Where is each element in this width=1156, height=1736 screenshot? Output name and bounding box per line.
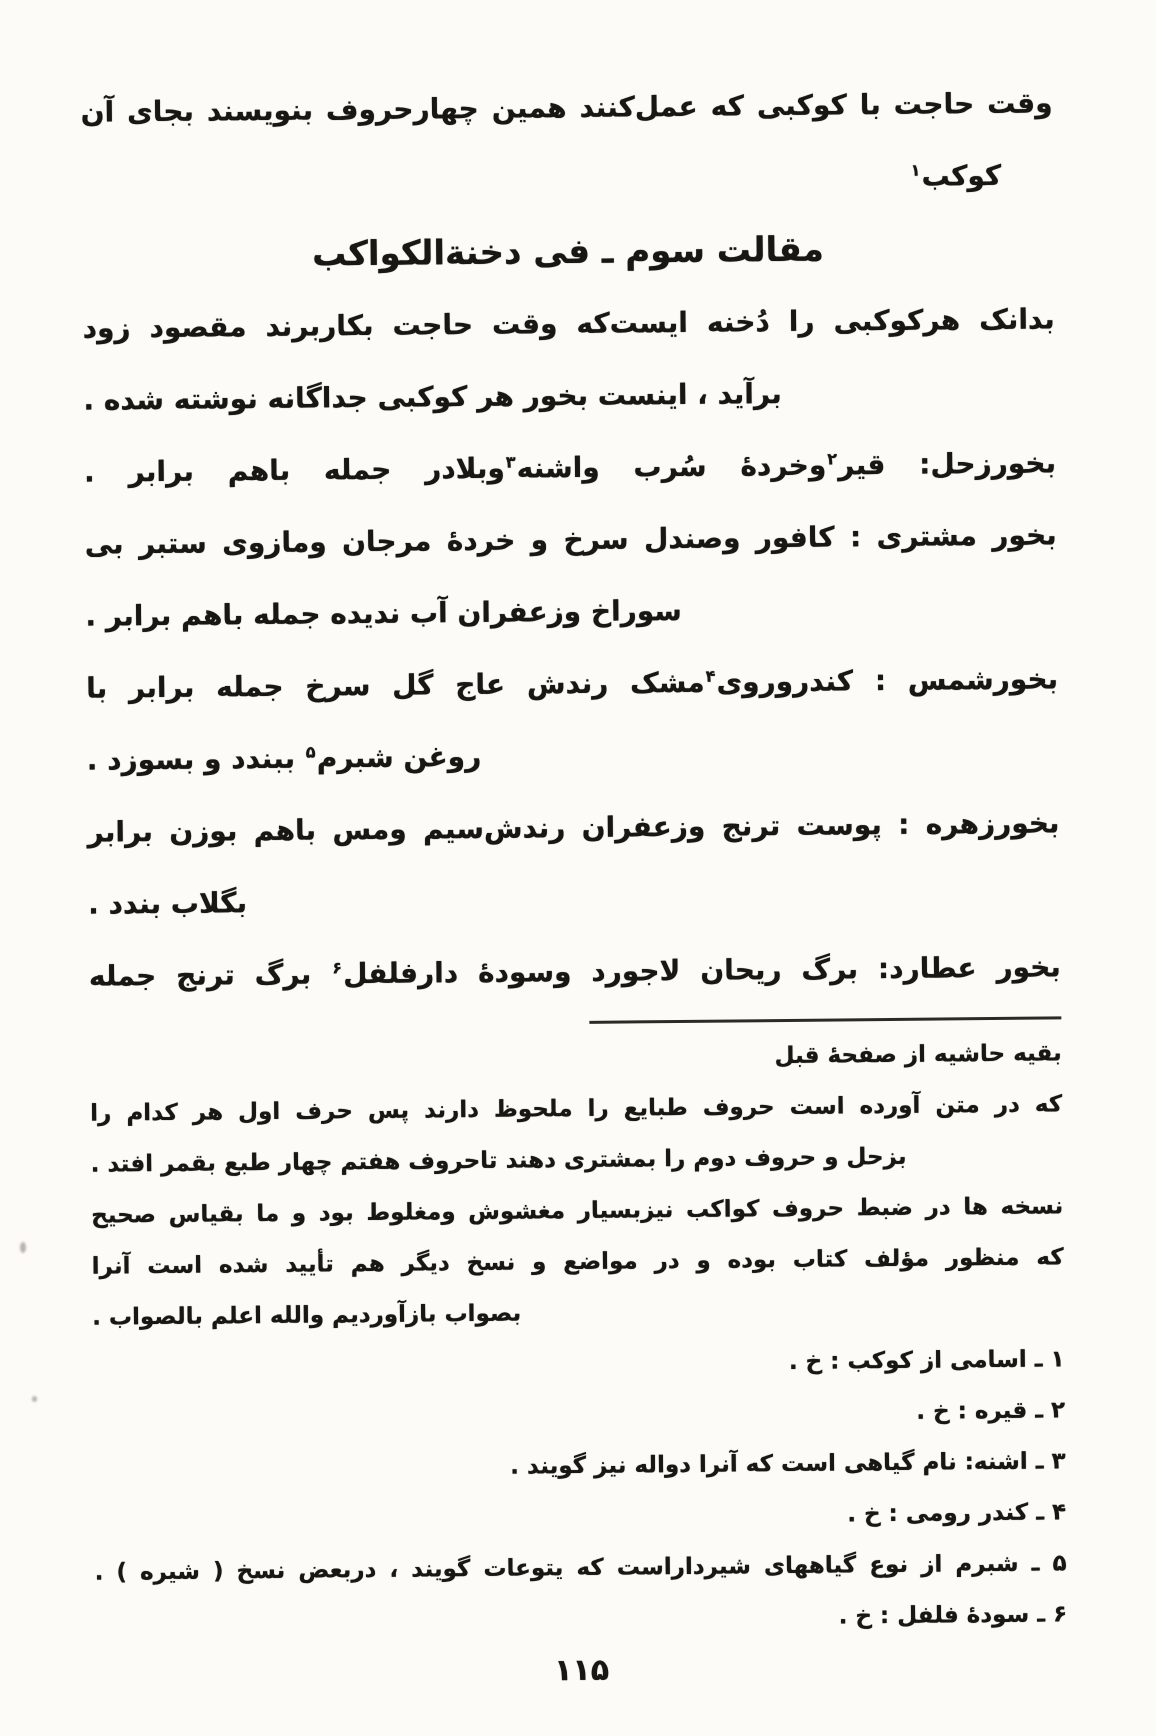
footnote-line: بزحل و حروف دوم را بمشتری دهند تاحروف هفتم چهار طبع بقمر افتد .	[90, 1143, 907, 1178]
footnotes-block	[89, 1028, 1067, 1649]
footnote-reference-marker: ۵	[305, 742, 316, 762]
body-line: بگلاب بندد .	[88, 886, 248, 921]
body-line: بخورشمس : کندروروی$^۴$مشک رندش عاج گل سرخ جمله برابر با	[85, 662, 1059, 705]
footnote-item: ۶ ـ سودهٔ فلفل : خ .	[838, 1601, 1068, 1630]
footnote-item: ۳ ـ اشنه: نام گیاهی است که آنرا دواله نیز گویند .	[510, 1448, 1066, 1480]
section-heading: مقالت سوم ـ فی دخنةالکواکب	[311, 229, 825, 275]
footnote-item: ۲ ـ قیره : خ .	[916, 1397, 1066, 1425]
scan-artifact	[20, 1242, 26, 1253]
footnote-line: بصواب بازآوردیم والله اعلم بالصواب .	[92, 1300, 522, 1331]
body-line: بخورزحل: قیر$^۲$وخردهٔ سُرب واشنه$^۳$وبلادر جمله باهم برابر .	[83, 446, 1057, 489]
footnote-item: ۱ ـ اسامی از کوکب : خ .	[788, 1346, 1065, 1375]
body-line: روغن شبرم$^۵$ ببندد و بسوزد .	[86, 739, 482, 777]
footnote-reference-marker: ۳	[505, 452, 516, 472]
footnote-continuation-title: بقیه حاشیه از صفحهٔ قبل	[774, 1040, 1062, 1070]
body-line: بدانک هرکوکبی را دُخنه ایست‌که وقت حاجت بکاربرند مقصود زود	[82, 302, 1055, 345]
footnote-line: نسخه ها در ضبط حروف کواکب نیزبسیار مغشوش ومغلوط بود و ما بقیاس صحیح	[91, 1193, 1064, 1229]
footnote-reference-marker: ۶	[332, 958, 343, 978]
footnote-item: ۵ ـ شبرم از نوع گیاههای شیرداراست که یتوعات گویند ، دربعض نسخ ( شیره ) .	[94, 1550, 1067, 1586]
body-line: بخورزهره : پوست ترنج وزعفران رندش‌سیم ومس باهم بوزن برابر	[87, 806, 1060, 849]
body-line: بخور عطارد: برگ ریحان لاجورد وسودهٔ دارفلفل$^۶$ برگ ترنج جمله	[88, 950, 1061, 993]
body-line: بخور مشتری : کافور وصندل سرخ و خردهٔ مرجان ومازوی ستبر بی	[84, 518, 1057, 561]
footnote-line: که در متن آورده است حروف طبایع را ملحوظ دارند پس حرف اول هر کدام را	[90, 1091, 1063, 1127]
footnote-line: که منظور مؤلف کتاب بوده و در مواضع و نسخ دیگر هم تأیید شده است آنرا	[91, 1244, 1064, 1280]
body-line: سوراخ وزعفران آب ندیده جمله باهم برابر .	[85, 593, 683, 633]
footnote-reference-marker: ۲	[827, 449, 838, 469]
footnote-reference-marker: ۱	[910, 160, 921, 180]
footnote-item: ۴ ـ کندر رومی : خ .	[847, 1499, 1067, 1528]
page-number: ۱۱۵	[553, 1652, 610, 1689]
footnote-reference-marker: ۴	[705, 666, 716, 686]
body-line: کوکب$^۱$	[910, 158, 1002, 193]
body-line: برآید ، اینست بخور هر کوکبی جداگانه نوشته شده .	[83, 376, 782, 417]
body-line: وقت حاجت با کوکبی که عمل‌کنند همین چهارحروف بنویسند بجای آن	[80, 86, 1053, 129]
page-content	[80, 67, 1067, 1692]
footnote-separator	[589, 1016, 1061, 1024]
scan-artifact	[32, 1396, 37, 1402]
